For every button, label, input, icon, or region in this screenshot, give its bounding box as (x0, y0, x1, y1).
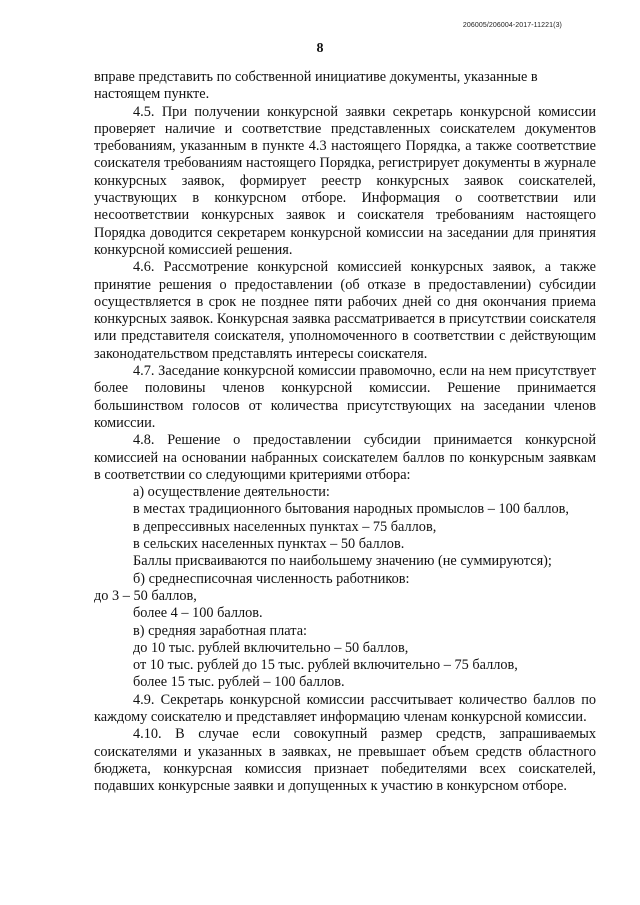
paragraph-4-9: 4.9. Секретарь конкурсной комиссии рассчитывает количество баллов по каждому соискателю и представляет информацию членам конкурсной комиссии. (94, 691, 596, 725)
criterion-a-note: Баллы присваиваются по наибольшему значению (не суммируются); (133, 553, 552, 570)
paragraph-4-7: 4.7. Заседание конкурсной комиссии правомочно, если на нем присутствует более половины членов конкурсной комиссии. Решение принимается большинством голосов от количества присутствующих на заседании членов комиссии. (94, 363, 596, 431)
criterion-b-item: до 3 – 50 баллов, (94, 587, 197, 604)
paragraph-continuation: вправе представить по собственной инициативе документы, указанные в настоящем пункте. (94, 69, 538, 103)
paragraph-4-5: 4.5. При получении конкурсной заявки секретарь конкурсной комиссии проверяет наличие и соответствие представленных соискателем документов требованиям, указанным в пункте 4.3 настоящего Порядка, а также соответствие соискателя требованиям настоящего Порядка, регистрирует документы в журнале конкурсных заявок, формирует реестр конкурсных заявок соискателей, участвующих в конкурсном отборе. Информация о соответствии или несоответствии конкурсных заявок и соискателя требованиям настоящего Порядка доводится секретарем конкурсной комиссии на заседании для принятия конкурсной комиссией решения. (94, 103, 596, 258)
criterion-c-item: от 10 тыс. рублей до 15 тыс. рублей включительно – 75 баллов, (133, 657, 518, 674)
criterion-a-item: в депрессивных населенных пунктах – 75 баллов, (133, 518, 437, 535)
page-number: 8 (316, 41, 324, 56)
criterion-c-heading: в) средняя заработная плата: (133, 622, 308, 639)
criterion-b-heading: б) среднесписочная численность работников: (133, 570, 410, 587)
criterion-a-heading: а) осуществление деятельности: (133, 484, 330, 501)
document-body (94, 69, 596, 795)
paragraph-4-10: 4.10. В случае если совокупный размер средств, запрашиваемых соискателями и указанных в заявках, не превышает объем средств областного бюджета, конкурсная комиссия признает победителями всех соискателей, подавших конкурсные заявки и допущенных к участию в конкурсном отборе. (94, 726, 596, 795)
criterion-b-item: более 4 – 100 баллов. (133, 605, 263, 622)
document-id: 206005/206004-2017-11221(3) (462, 22, 562, 29)
criterion-c-item: до 10 тыс. рублей включительно – 50 баллов, (133, 639, 409, 656)
paragraph-4-8: 4.8. Решение о предоставлении субсидии принимается конкурсной комиссией на основании набранных соискателем баллов по конкурсным заявкам в соответствии со следующими критериями отбора: (94, 432, 596, 483)
criterion-a-item: в местах традиционного бытования народных промыслов – 100 баллов, (133, 501, 569, 518)
paragraph-4-6: 4.6. Рассмотрение конкурсной комиссией конкурсных заявок, а также принятие решения о предоставлении (об отказе в предоставлении) субсидии осуществляется в срок не позднее пяти рабочих дней со дня окончания приема конкурсных заявок. Конкурсная заявка рассматривается в присутствии соискателя или представителя соискателя, уполномоченного в соответствии с действующим законодательством представлять интересы соискателя. (94, 259, 596, 362)
criterion-c-item: более 15 тыс. рублей – 100 баллов. (133, 674, 345, 691)
criterion-a-item: в сельских населенных пунктах – 50 баллов. (133, 536, 405, 553)
